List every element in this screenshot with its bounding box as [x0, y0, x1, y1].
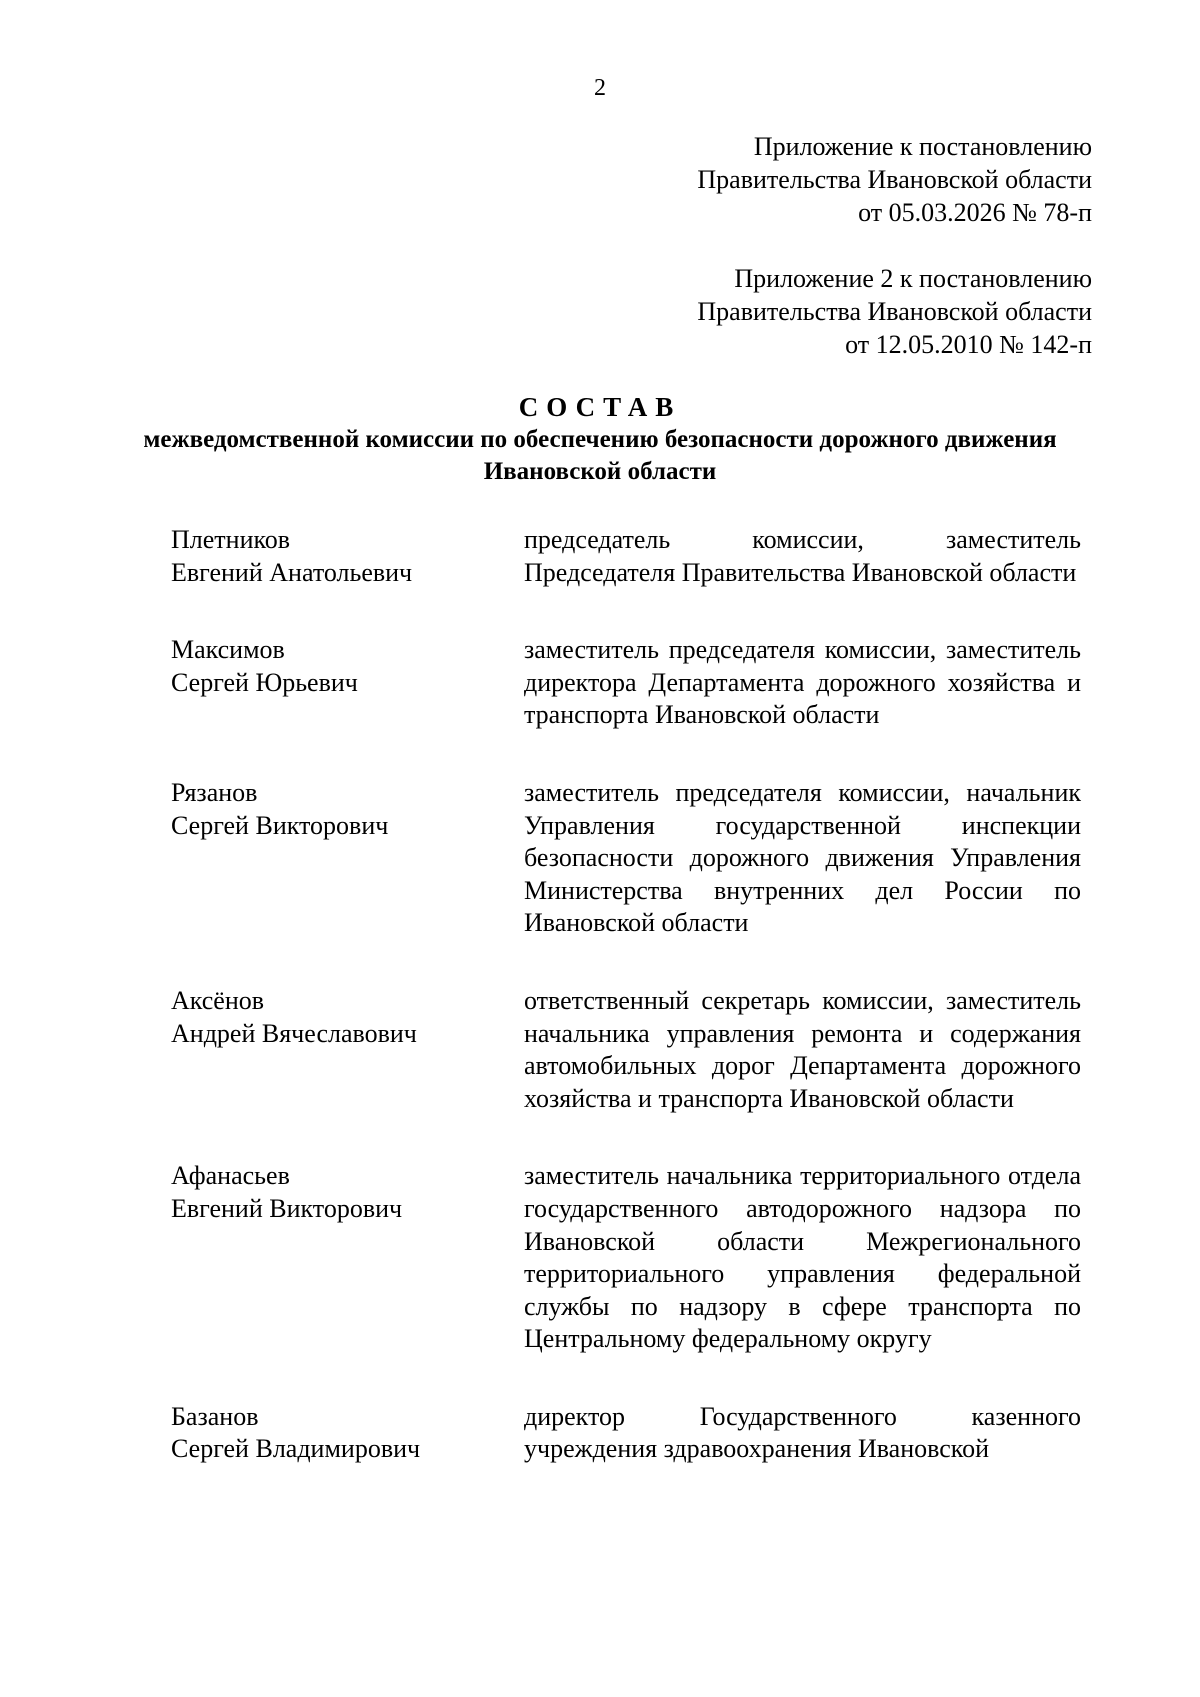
member-surname: Рязанов — [171, 777, 258, 807]
member-role: заместитель начальника территориального отдела государственного автодорожного надзора по Ивановской области Межрегионального территориального управления федеральной службы по надзору в сфере транспорта по Центральному федеральному округу — [524, 1161, 1081, 1354]
member-role: ответственный секретарь комиссии, заместитель начальника управления ремонта и содержания автомобильных дорог Департамента дорожного хозяйства и транспорта Ивановской области — [524, 985, 1081, 1113]
member-surname: Плетников — [171, 525, 291, 554]
member-name — [171, 985, 524, 1115]
member-role: заместитель председателя комиссии, заместитель директора Департамента дорожного хозяйства и транспорта Ивановской области — [524, 635, 1081, 730]
member-row — [171, 777, 1081, 940]
member-name — [171, 1401, 524, 1466]
appendix-original-line2: Правительства Ивановской области — [697, 297, 1092, 326]
member-name — [171, 1160, 524, 1356]
page-number: 2 — [594, 75, 606, 101]
member-surname: Базанов — [171, 1401, 259, 1431]
appendix-original-block — [697, 262, 1092, 361]
member-row — [171, 634, 1081, 732]
member-row — [171, 1401, 1081, 1466]
member-given-name: Сергей Владимирович — [171, 1434, 421, 1464]
member-surname: Афанасьев — [171, 1161, 290, 1191]
appendix-current-line2: Правительства Ивановской области — [697, 165, 1092, 194]
document-subtitle: межведомственной комиссии по обеспечению безопасности дорожного движения Ивановской области — [143, 426, 1057, 485]
member-role: заместитель председателя комиссии, начальник Управления государственной инспекции безопасности дорожного движения Управления Министерства внутренних дел России по Ивановской области — [524, 777, 1081, 938]
appendix-current-line1: Приложение к постановлению — [753, 132, 1092, 161]
appendix-current-block — [697, 130, 1092, 229]
member-name — [171, 634, 524, 732]
member-given-name: Андрей Вячеславович — [171, 1018, 417, 1048]
member-role: директор Государственного казенного учреждения здравоохранения Ивановской — [524, 1401, 1081, 1464]
member-given-name: Евгений Викторович — [171, 1193, 403, 1223]
appendix-original-line3: от 12.05.2010 № 142-п — [845, 330, 1092, 359]
member-row — [171, 1160, 1081, 1356]
member-given-name: Сергей Юрьевич — [171, 667, 358, 697]
appendix-current-line3: от 05.03.2026 № 78-п — [858, 198, 1092, 227]
member-role: председатель комиссии, заместитель Председателя Правительства Ивановской области — [524, 525, 1081, 587]
document-heading — [0, 390, 1200, 488]
member-row — [171, 985, 1081, 1115]
member-name — [171, 777, 524, 940]
document-title: СОСТАВ — [518, 392, 682, 422]
member-row — [171, 524, 1081, 589]
appendix-original-line1: Приложение 2 к постановлению — [734, 264, 1092, 293]
member-given-name: Сергей Викторович — [171, 810, 389, 840]
member-name — [171, 524, 524, 589]
member-surname: Максимов — [171, 635, 285, 665]
member-surname: Аксёнов — [171, 985, 265, 1015]
members-list — [171, 524, 1081, 1511]
member-given-name: Евгений Анатольевич — [171, 557, 413, 587]
